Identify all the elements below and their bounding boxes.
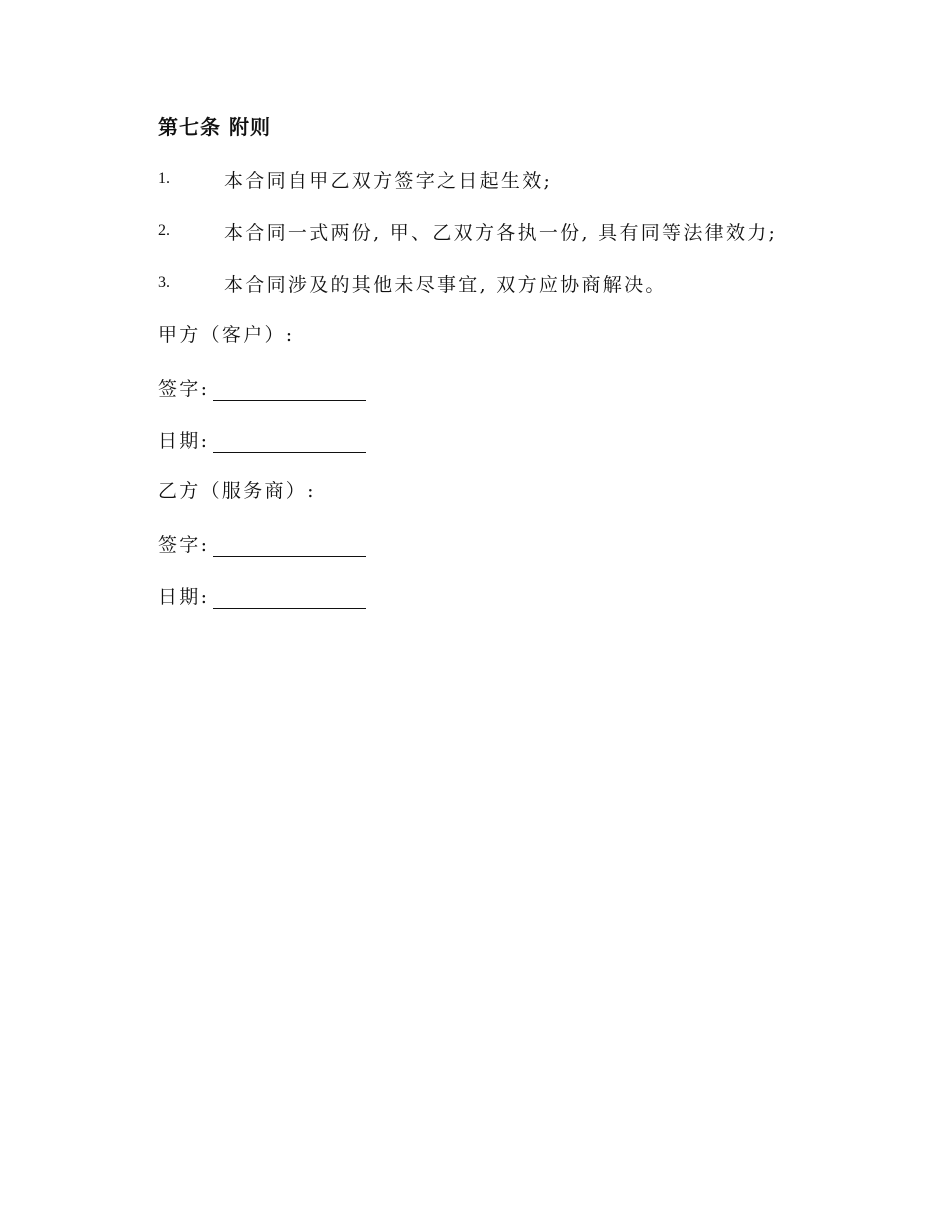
document-content (158, 110, 858, 630)
party-a-date-row (158, 422, 858, 456)
clause-text: 本合同涉及的其他未尽事宜, 双方应协商解决。 (224, 273, 667, 296)
clause-number: 3. (158, 274, 170, 291)
party-a-date-label: 日期: (158, 429, 210, 452)
party-b-date-blank (213, 588, 366, 609)
party-b-date-row (158, 578, 858, 612)
clause-text: 本合同自甲乙双方签字之日起生效; (224, 169, 553, 192)
party-a-signature-label: 签字: (158, 377, 210, 400)
clause-number: 1. (158, 170, 170, 187)
clause-item (158, 162, 858, 196)
party-b-date-label: 日期: (158, 585, 210, 608)
party-a-label: 甲方（客户）: (158, 324, 295, 346)
party-a-signature-blank (213, 380, 366, 401)
clause-item (158, 266, 858, 300)
party-a-date-blank (213, 432, 366, 453)
party-b-signature-row (158, 526, 858, 560)
party-b-signature-label: 签字: (158, 533, 210, 556)
clause-number: 2. (158, 222, 170, 239)
section-title: 第七条 附则 (158, 115, 271, 139)
party-b-label: 乙方（服务商）: (158, 480, 316, 502)
clause-text: 本合同一式两份, 甲、乙双方各执一份, 具有同等法律效力; (224, 221, 778, 244)
party-a-signature-row (158, 370, 858, 404)
clause-item (158, 214, 858, 248)
party-b-signature-blank (213, 536, 366, 557)
